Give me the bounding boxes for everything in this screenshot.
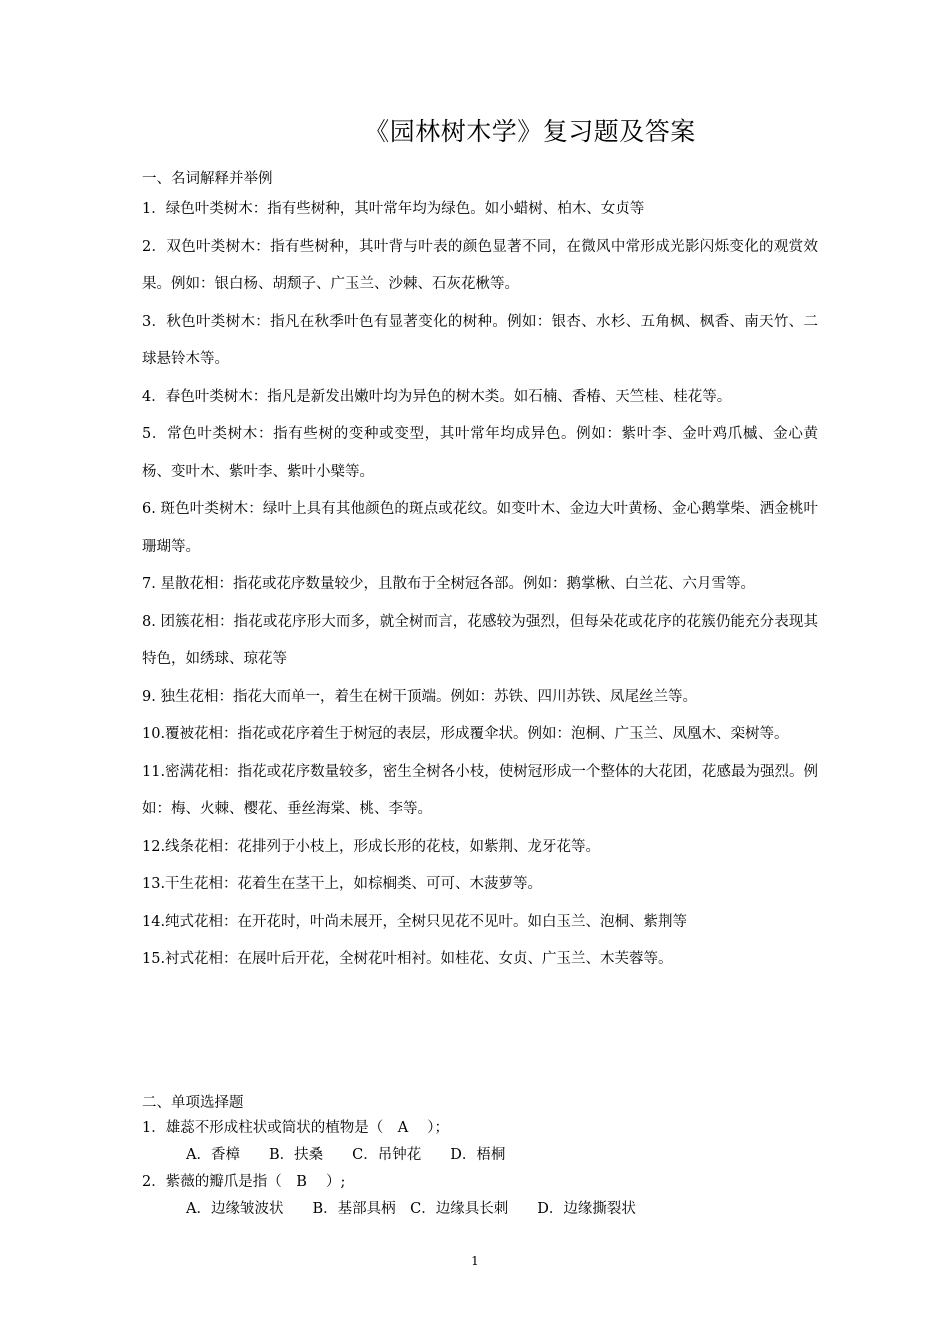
definition-item: 4．春色叶类树木：指凡是新发出嫩叶均为异色的树木类。如石楠、香椿、天竺桂、桂花等。	[142, 388, 732, 405]
definition-item: 7. 星散花相：指花或花序数量较少，且散布于全树冠各部。例如：鹅掌楸、白兰花、六月雪等。	[142, 576, 755, 592]
definition-item: 8. 团簇花相：指花或花序形大而多，就全树而言，花感较为强烈，但每朵花或花序的花簇仍能充分表现其特色，如绣球、琼花等	[142, 613, 818, 667]
definition-item: 2．双色叶类树木：指有些树种，其叶背与叶表的颜色显著不同，在微风中常形成光影闪烁变化的观赏效果。例如：银白杨、胡颓子、广玉兰、沙棘、石灰花楸等。	[142, 238, 818, 292]
definition-item: 15.衬式花相：在展叶后开花，全树花叶相衬。如桂花、女贞、广玉兰、木芙蓉等。	[142, 951, 673, 967]
definition-item: 3．秋色叶类树木：指凡在秋季叶色有显著变化的树种。例如：银杏、水杉、五角枫、枫香、南天竹、二球悬铃木等。	[142, 313, 818, 367]
definition-item: 13.干生花相：花着生在茎干上，如棕榈类、可可、木菠萝等。	[142, 876, 543, 892]
question-options: A．香樟 B．扶桑 C．吊钟花 D．梧桐	[186, 1147, 506, 1163]
mcq-list	[142, 1115, 818, 1223]
definition-item: 6. 斑色叶类树木：绿叶上具有其他颜色的斑点或花纹。如变叶木、金边大叶黄杨、金心鹅掌柴、洒金桃叶珊瑚等。	[142, 501, 818, 555]
definition-item: 12.线条花相：花排列于小枝上，形成长形的花枝，如紫荆、龙牙花等。	[142, 838, 601, 855]
page-number: 1	[471, 1254, 479, 1268]
definitions-list	[142, 191, 818, 979]
definition-item: 14.纯式花相：在开花时，叶尚未展开，全树只见花不见叶。如白玉兰、泡桐、紫荆等	[142, 913, 688, 930]
question-options: A．边缘皱波状 B．基部具柄 C．边缘具长刺 D．边缘撕裂状	[186, 1201, 636, 1217]
question-stem: 2．紫薇的瓣爪是指（ B ）;	[142, 1174, 346, 1190]
question-stem: 1．雄蕊不形成柱状或筒状的植物是（ A ）；	[142, 1120, 450, 1136]
definition-item: 11.密满花相：指花或花序数量较多，密生全树各小枝，使树冠形成一个整体的大花团，花感最为强烈。例如：梅、火棘、樱花、垂丝海棠、桃、李等。	[142, 763, 818, 817]
definition-item: 5．常色叶类树木：指有些树的变种或变型，其叶常年均成异色。例如：紫叶李、金叶鸡爪槭、金心黄杨、变叶木、紫叶李、紫叶小檗等。	[142, 426, 818, 480]
section-heading-definitions: 一、名词解释并举例	[142, 171, 273, 187]
document-title: 《园林树木学》复习题及答案	[364, 117, 696, 146]
section-heading-mcq: 二、单项选择题	[142, 1095, 244, 1111]
definition-item: 10.覆被花相：指花或花序着生于树冠的表层，形成覆伞状。例如：泡桐、广玉兰、凤凰木、栾树等。	[142, 726, 789, 742]
definition-item: 1．绿色叶类树木：指有些树种，其叶常年均为绿色。如小蜡树、柏木、女贞等	[142, 201, 645, 217]
definition-item: 9. 独生花相：指花大而单一，着生在树干顶端。例如：苏铁、四川苏铁、凤尾丝兰等。	[142, 688, 697, 705]
